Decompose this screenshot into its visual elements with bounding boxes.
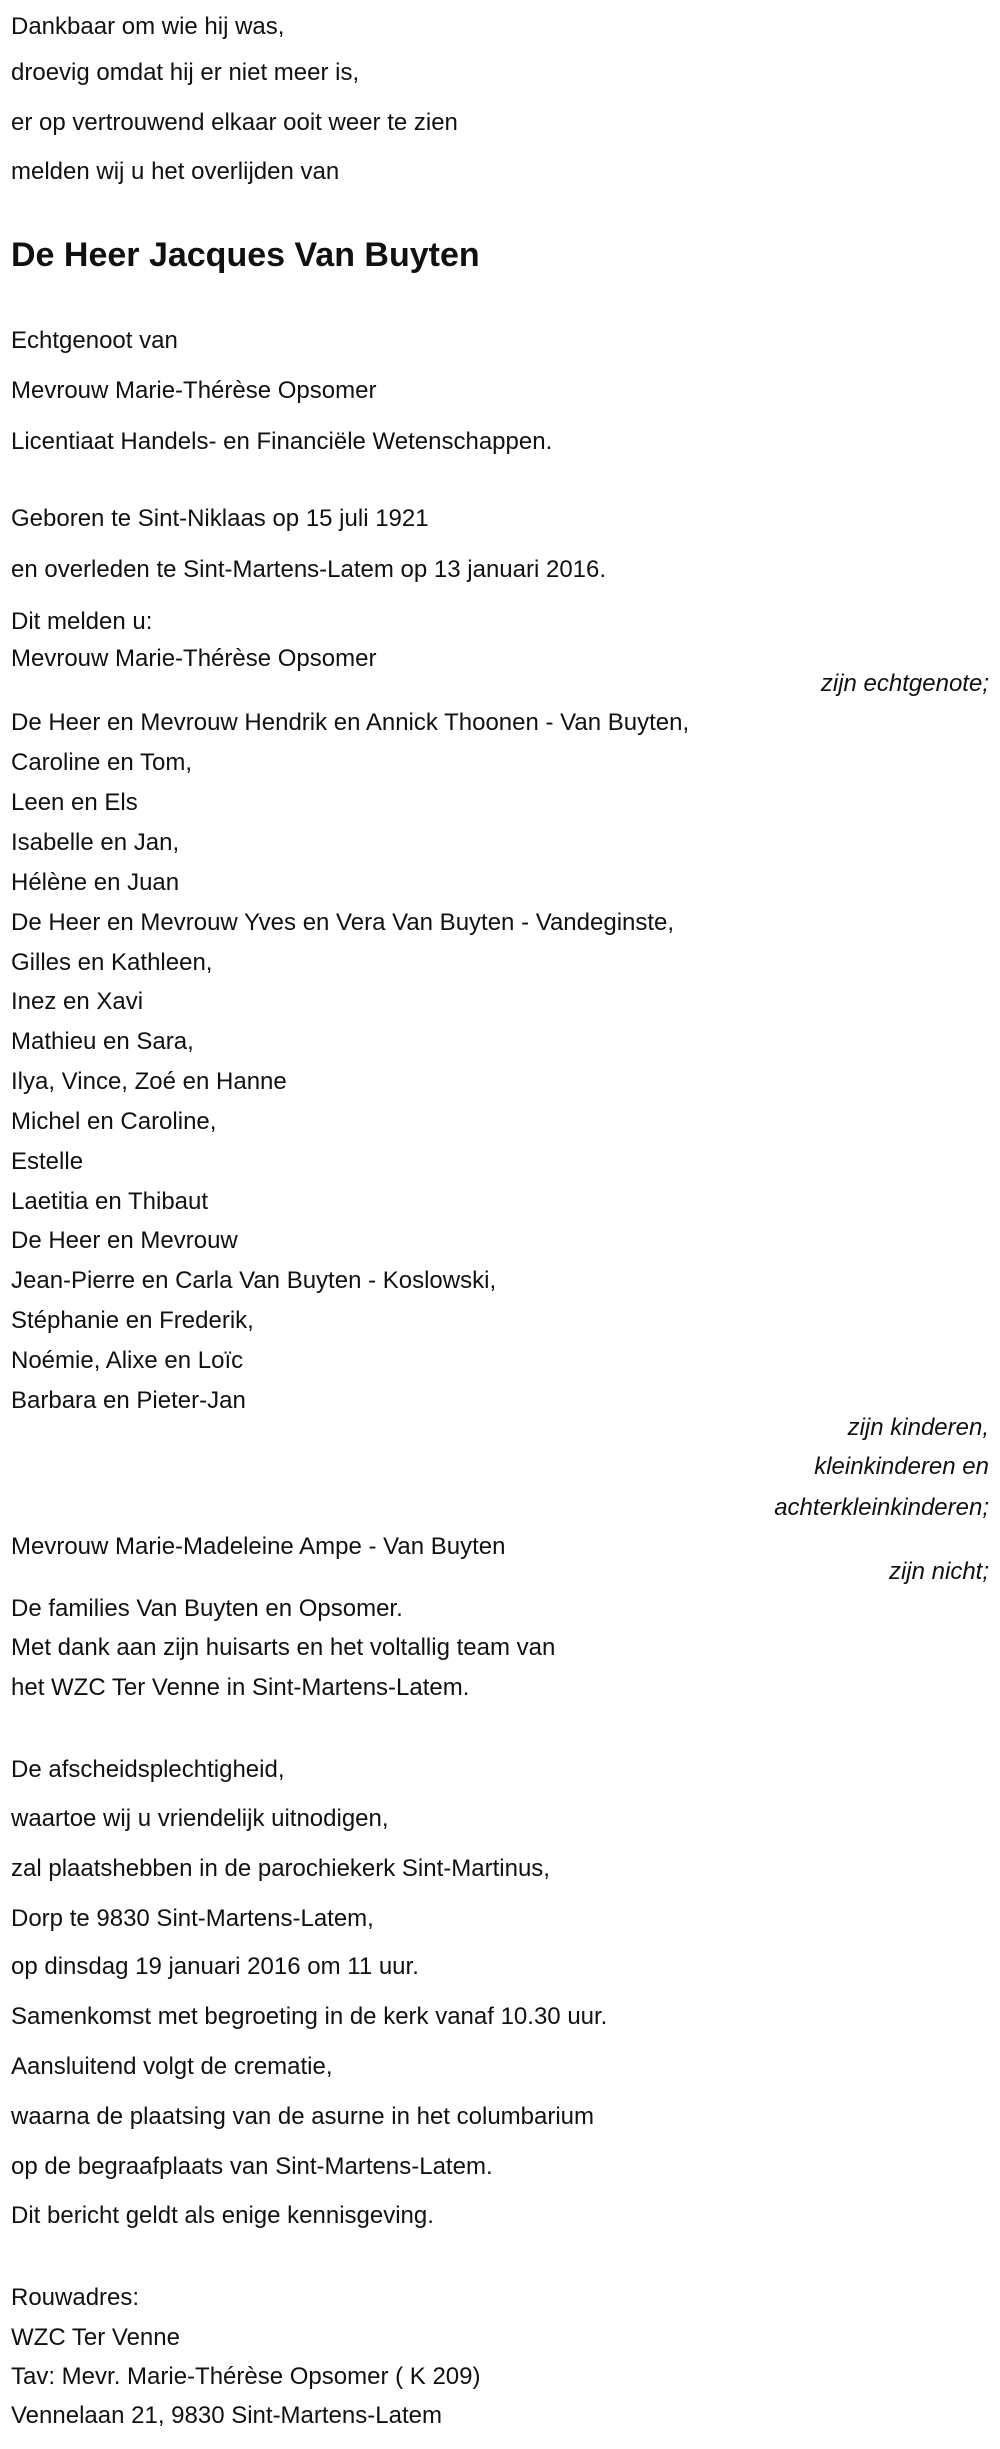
children-relation: zijn kinderen,: [847, 1414, 989, 1442]
family-member-line: Leen en Els: [11, 789, 138, 817]
family-member-line: De Heer en Mevrouw: [11, 1227, 238, 1255]
ceremony-line: op de begraafplaats van Sint-Martens-Latem.: [11, 2153, 493, 2181]
deceased-name: De Heer Jacques Van Buyten: [11, 235, 480, 274]
ceremony-line: De afscheidsplechtigheid,: [11, 1756, 285, 1784]
spouse-line: Licentiaat Handels- en Financiële Wetenschappen.: [11, 428, 553, 456]
widow-name: Mevrouw Marie-Thérèse Opsomer: [11, 645, 377, 673]
spouse-line: Mevrouw Marie-Thérèse Opsomer: [11, 376, 377, 404]
family-member-line: Stéphanie en Frederik,: [11, 1307, 254, 1335]
intro-line: er op vertrouwend elkaar ooit weer te zien: [11, 109, 458, 137]
ceremony-line: Samenkomst met begroeting in de kerk vanaf 10.30 uur.: [11, 2003, 608, 2031]
family-member-line: De Heer en Mevrouw Hendrik en Annick Thoonen - Van Buyten,: [11, 709, 690, 737]
address-line: Rouwadres:: [11, 2284, 140, 2312]
niece-name: Mevrouw Marie-Madeleine Ampe - Van Buyten: [11, 1532, 506, 1560]
intro-line: melden wij u het overlijden van: [11, 157, 340, 185]
address-line: Tav: Mevr. Marie-Thérèse Opsomer ( K 209): [11, 2362, 481, 2390]
address-line: WZC Ter Venne: [11, 2323, 180, 2351]
family-member-line: Estelle: [11, 1147, 84, 1175]
family-member-line: De Heer en Mevrouw Yves en Vera Van Buyten - Vandeginste,: [11, 908, 675, 936]
family-member-line: Mathieu en Sara,: [11, 1028, 194, 1056]
spouse-line: Echtgenoot van: [11, 326, 178, 354]
children-relation: kleinkinderen en: [814, 1453, 989, 1481]
ceremony-line: zal plaatshebben in de parochiekerk Sint-Martinus,: [11, 1854, 550, 1882]
family-member-line: Ilya, Vince, Zoé en Hanne: [11, 1068, 287, 1096]
ceremony-line: waarna de plaatsing van de asurne in het columbarium: [11, 2103, 595, 2131]
family-member-line: Isabelle en Jan,: [11, 828, 180, 856]
family-member-line: Jean-Pierre en Carla Van Buyten - Koslowski,: [11, 1267, 497, 1295]
announce-label: Dit melden u:: [11, 607, 153, 635]
children-relation: achterkleinkinderen;: [774, 1493, 989, 1521]
family-member-line: Inez en Xavi: [11, 988, 144, 1016]
ceremony-line: Dorp te 9830 Sint-Martens-Latem,: [11, 1904, 374, 1932]
family-member-line: Gilles en Kathleen,: [11, 948, 213, 976]
ceremony-line: waartoe wij u vriendelijk uitnodigen,: [11, 1804, 389, 1832]
ceremony-line: Aansluitend volgt de crematie,: [11, 2053, 333, 2081]
ceremony-line: op dinsdag 19 januari 2016 om 11 uur.: [11, 1953, 419, 1981]
birth-death-line: en overleden te Sint-Martens-Latem op 13 januari 2016.: [11, 556, 607, 584]
family-member-line: Laetitia en Thibaut: [11, 1187, 209, 1215]
intro-line: droevig omdat hij er niet meer is,: [11, 59, 360, 87]
widow-relation: zijn echtgenote;: [820, 670, 989, 698]
family-member-line: Barbara en Pieter-Jan: [11, 1386, 246, 1414]
families-line: De families Van Buyten en Opsomer.: [11, 1595, 403, 1623]
ceremony-line: Dit bericht geldt als enige kennisgeving.: [11, 2201, 434, 2229]
family-member-line: Michel en Caroline,: [11, 1107, 217, 1135]
families-line: Met dank aan zijn huisarts en het voltallig team van: [11, 1634, 556, 1662]
family-member-line: Noémie, Alixe en Loïc: [11, 1346, 244, 1374]
niece-relation: zijn nicht;: [888, 1557, 989, 1585]
family-member-line: Caroline en Tom,: [11, 749, 192, 777]
families-line: het WZC Ter Venne in Sint-Martens-Latem.: [11, 1673, 470, 1701]
intro-line: Dankbaar om wie hij was,: [11, 12, 285, 40]
birth-death-line: Geboren te Sint-Niklaas op 15 juli 1921: [11, 504, 429, 532]
address-line: Vennelaan 21, 9830 Sint-Martens-Latem: [11, 2401, 442, 2429]
family-member-line: Hélène en Juan: [11, 868, 180, 896]
